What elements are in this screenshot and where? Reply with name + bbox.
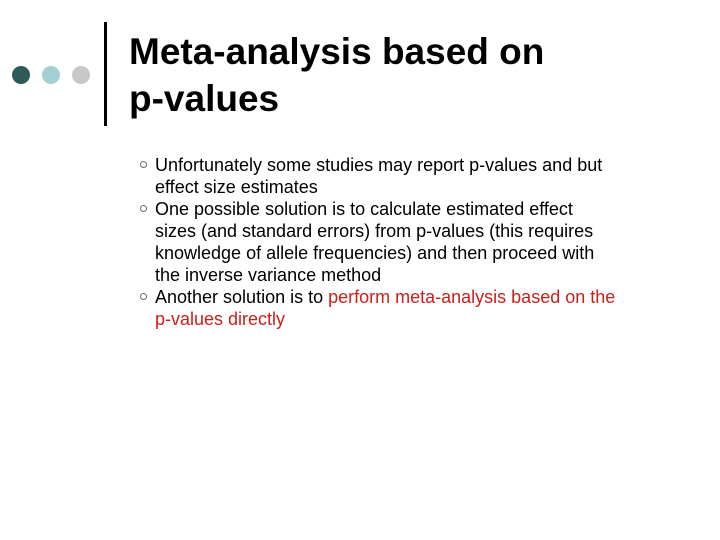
title-divider: [104, 22, 107, 126]
highlighted-text: perform meta-analysis based on the: [328, 287, 616, 307]
bullet-line: [155, 154, 692, 176]
bullet-line: [155, 220, 692, 242]
slide-title: [129, 28, 689, 122]
bullet-item: [132, 198, 692, 286]
decorative-dot-teal: [42, 66, 60, 84]
bullet-item: [132, 286, 692, 330]
bullet-text: [155, 286, 692, 330]
bullet-circle-icon: [140, 205, 147, 212]
bullet-line: [155, 264, 692, 286]
bullet-line: [155, 198, 692, 220]
bullet-list: [132, 154, 692, 330]
decorative-dot-dark: [12, 66, 30, 84]
title-line: Meta-analysis based on: [129, 31, 545, 72]
bullet-text: [155, 154, 692, 198]
bullet-item: [132, 154, 692, 198]
bullet-line-text: the inverse variance method: [155, 265, 382, 285]
bullet-text: [155, 198, 692, 286]
bullet-line: [155, 242, 692, 264]
bullet-circle-icon: [140, 293, 147, 300]
title-line: p-values: [129, 78, 280, 119]
bullet-line-text: knowledge of allele frequencies) and then proceed with: [155, 243, 595, 263]
bullet-line: [155, 176, 692, 198]
bullet-line-text: effect size estimates: [155, 177, 318, 197]
bullet-line-text: Another solution is to: [155, 287, 329, 307]
bullet-line-text: Unfortunately some studies may report p-values and but: [155, 155, 603, 175]
bullet-line-text: sizes (and standard errors) from p-values (this requires: [155, 221, 594, 241]
bullet-line: [155, 286, 692, 308]
highlighted-text: p-values directly: [155, 309, 286, 329]
decorative-dot-gray: [72, 66, 90, 84]
bullet-line-text: One possible solution is to calculate estimated effect: [155, 199, 573, 219]
bullet-line: [155, 308, 692, 330]
bullet-circle-icon: [140, 161, 147, 168]
